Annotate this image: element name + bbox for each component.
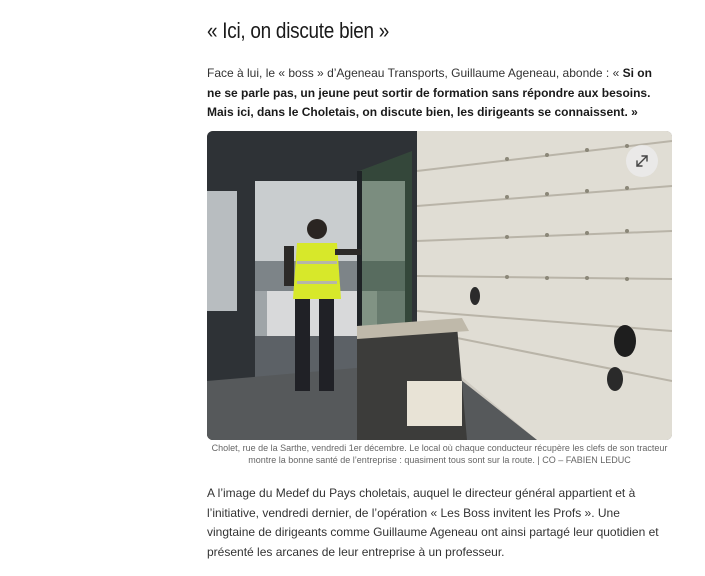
photo-illustration: [207, 131, 672, 440]
intro-quote-close: »: [627, 105, 638, 119]
article-photo[interactable]: [207, 131, 672, 440]
intro-lead: Face à lui, le « boss » d’Ageneau Transports, Guillaume Ageneau, abonde : «: [207, 66, 623, 80]
body-paragraph: A l’image du Medef du Pays choletais, auquel le directeur général appartient et à l’initiative, vendredi dernier, de l’opération « Les Boss invitent les Profs ». Une vingtaine de dirigeants comme Guillaume Ageneau ont ainsi partagé leur quotidien et présenté les arcanes de leur entreprise à un professeur.: [207, 486, 659, 559]
expand-arrows-icon: [635, 154, 649, 168]
section-title: « Ici, on discute bien »: [207, 18, 390, 43]
intro-quote: Si on ne se parle pas, un jeune peut sortir de formation sans répondre aux besoins. Mais ici, dans le Choletais, on discute bien, les dirigeants se connaissent.: [207, 66, 652, 119]
intro-paragraph: [207, 64, 669, 123]
expand-photo-button[interactable]: [626, 145, 658, 177]
photo-caption: Cholet, rue de la Sarthe, vendredi 1er décembre. Le local où chaque conducteur récupère les clefs de son tracteur montre la bonne santé de l’entreprise : quasiment tous sont sur la route. | CO – FABIEN LEDUC: [211, 443, 668, 465]
